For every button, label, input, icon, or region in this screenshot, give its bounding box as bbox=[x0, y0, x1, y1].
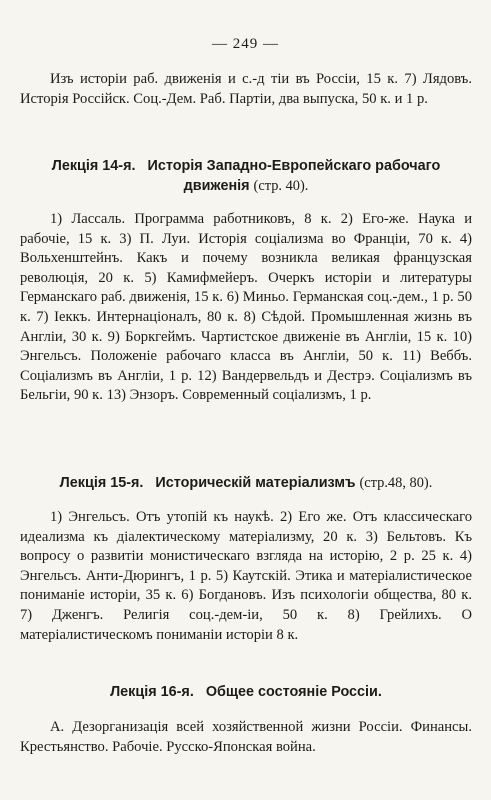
lecture-15-body: 1) Энгельсъ. Отъ утопій къ наукѣ. 2) Его же. Отъ классическаго идеализма къ діалектическому матеріализму, 20 к. 3) Бельтовъ. Къ вопросу о развитіи монистическаго взгляда на исторію, 2 р. 25 к. 4) Энгельсъ. Анти-Дюрингъ, 1 р. 5) Каутскій. Этика и матеріалистическое пониманіе исторіи, 35 к. 6) Богдановъ. Изъ психологіи общества, 80 к. 7) Дженгъ. Религія соц.-дем-іи, 50 к. 8) Грейлихъ. О матеріалистическомъ пониманіи исторіи 8 к. bbox=[20, 509, 472, 643]
lecture-14-body: 1) Лассаль. Программа работниковъ, 8 к. 2) Его-же. Наука и рабочіе, 15 к. 3) П. Луи. Исторія соціализма во Франціи, 70 к. 4) Вольхенштейнъ. Какъ и почему возникла великая французская революція, 20 к. 5) Камифмейеръ. Очеркъ исторіи и литературы Германскаго раб. движенія, 15 к. 6) Миньо. Германская соц.-дем., 1 р. 50 к. 7) Іеккъ. Интернаціоналъ, 80 к. 8) Сѣдой. Промышленная жизнь въ Англіи, 30 к. 9) Боркгеймъ. Чартистское движеніе въ Англіи, 15 к. 10) Энгельсъ. Положеніе рабочаго класса въ Англіи, 50 к. 11) Веббъ. Соціализмъ въ Англіи, 1 р. 12) Вандервельдъ и Дестрэ. Соціализмъ въ Бельгіи, 90 к. 13) Энзоръ. Современный соціализмъ, 1 р. bbox=[20, 211, 472, 404]
lecture-15-section bbox=[20, 508, 472, 645]
page-number: — 249 — bbox=[212, 36, 279, 52]
lecture-16-heading bbox=[20, 683, 472, 703]
intro-paragraph: Изъ исторіи раб. движенія и с.-д тіи въ Россіи, 15 к. 7) Лядовъ. Исторія Россійск. Соц.-Дем. Раб. Партіи, два выпуска, 50 к. и 1 р. bbox=[20, 71, 472, 107]
lecture-14-title: Исторія Западно-Европейскаго рабочаго движенія bbox=[147, 158, 441, 194]
lecture-16-title: Общее состояніе Россіи. bbox=[205, 684, 382, 700]
lecture-14-section bbox=[20, 210, 472, 406]
lecture-16-number: Лекція 16-я. bbox=[110, 684, 194, 700]
lecture-16-body: А. Дезорганизація всей хозяйственной жизни Россіи. Финансы. Крестьянство. Рабочіе. Русско-Японская война. bbox=[20, 719, 472, 755]
lecture-14-source: (стр. 40). bbox=[253, 177, 309, 194]
lecture-15-heading bbox=[20, 474, 472, 494]
lecture-15-source: (стр.48, 80). bbox=[359, 475, 433, 491]
lecture-16-section bbox=[20, 718, 472, 757]
lecture-15-title: Историческій матеріализмъ bbox=[155, 475, 356, 491]
lecture-15-number: Лекція 15-я. bbox=[59, 475, 144, 491]
lecture-14-number: Лекція 14-я. bbox=[51, 158, 136, 174]
lecture-14-heading bbox=[20, 157, 472, 196]
intro-section bbox=[20, 70, 472, 109]
